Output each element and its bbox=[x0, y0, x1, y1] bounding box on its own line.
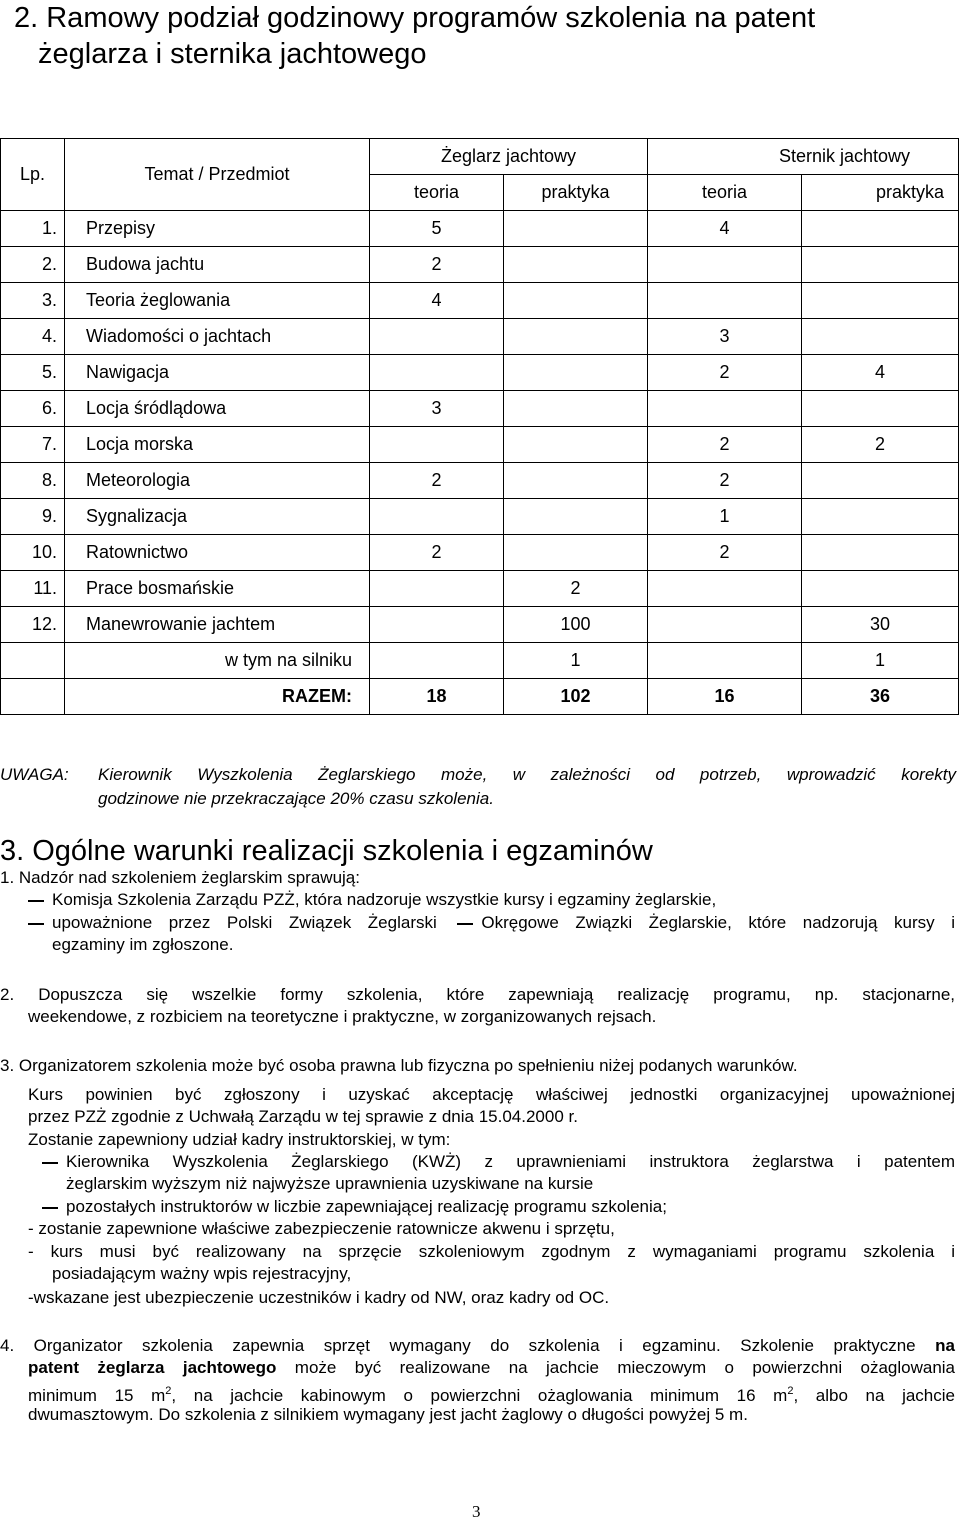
s1-bullet-2-text-b: Okręgowe Związki Żeglarskie, które nadzorują kursy i bbox=[481, 913, 956, 932]
s3-hyphen-3: -wskazane jest ubezpieczenie uczestników i kadry od NW, oraz kadry od OC. bbox=[28, 1288, 610, 1307]
table-row bbox=[1, 247, 959, 283]
total-zeglarz-praktyka: 102 bbox=[504, 679, 648, 715]
row-sternik-praktyka bbox=[802, 391, 959, 427]
row-sternik-praktyka: 2 bbox=[802, 427, 959, 463]
heading-line-1: 2. Ramowy podział godzinowy programów szkolenia na patent bbox=[14, 2, 816, 34]
s4-line-3-text-b: , na jachcie kabinowym o powierzchni ożaglowania minimum 16 m bbox=[171, 1386, 788, 1405]
row-lp: 3. bbox=[1, 283, 65, 319]
row-zeglarz-teoria bbox=[370, 499, 504, 535]
s4-line-4: dwumasztowym. Do szkolenia z silnikiem wymagany jest jacht żaglowy o długości powyżej 5 m. bbox=[28, 1405, 748, 1424]
row-sternik-praktyka bbox=[802, 463, 959, 499]
row-sternik-praktyka: 4 bbox=[802, 355, 959, 391]
table-row bbox=[1, 607, 959, 643]
row-zeglarz-praktyka bbox=[504, 535, 648, 571]
row-sternik-teoria bbox=[648, 247, 802, 283]
total-sternik-teoria: 16 bbox=[648, 679, 802, 715]
row-sternik-teoria: 3 bbox=[648, 319, 802, 355]
row-lp: 6. bbox=[1, 391, 65, 427]
note-line-2: godzinowe nie przekraczające 20% czasu szkolenia. bbox=[98, 789, 494, 808]
s3-p1a: Kurs powinien być zgłoszony i uzyskać akceptację właściwej jednostki organizacyjnej upoważnionej bbox=[28, 1085, 955, 1104]
engine-sternik-praktyka: 1 bbox=[802, 643, 959, 679]
s2-line-2: weekendowe, z rozbiciem na teoretyczne i praktyczne, w zorganizowanych rejsach. bbox=[28, 1007, 657, 1026]
row-sternik-praktyka bbox=[802, 211, 959, 247]
s3-hyphen-1: - zostanie zapewnione właściwe zabezpieczenie ratownicze akwenu i sprzętu, bbox=[28, 1219, 615, 1238]
s1-bullet-2-text-a: upoważnione przez Polski Związek Żeglarski bbox=[52, 913, 437, 932]
row-zeglarz-praktyka bbox=[504, 463, 648, 499]
header-subject: Temat / Przedmiot bbox=[65, 139, 370, 211]
dash-mark bbox=[28, 923, 44, 925]
superscript-2: 2 bbox=[165, 1385, 172, 1397]
s4-line-3 bbox=[28, 1380, 955, 1407]
row-zeglarz-praktyka bbox=[504, 499, 648, 535]
s3-dash-1 bbox=[42, 1151, 955, 1173]
s3-p2: Zostanie zapewniony udział kadry instruktorskiej, w tym: bbox=[28, 1130, 451, 1149]
table-row bbox=[1, 283, 959, 319]
s4-line-3-text-a: minimum 15 m bbox=[28, 1386, 166, 1405]
row-zeglarz-teoria bbox=[370, 571, 504, 607]
header-sternik-teoria: teoria bbox=[648, 175, 802, 211]
row-sternik-teoria: 2 bbox=[648, 355, 802, 391]
engine-label: w tym na silniku bbox=[65, 643, 370, 679]
heading-line-2: żeglarza i sternika jachtowego bbox=[38, 38, 427, 70]
note-line-1: Kierownik Wyszkolenia Żeglarskiego może, w zależności od potrzeb, wprowadzić korekty bbox=[98, 765, 956, 784]
row-sternik-teoria: 2 bbox=[648, 427, 802, 463]
s3-dash-2-text: pozostałych instruktorów w liczbie zapewniającej realizację programu szkolenia; bbox=[66, 1197, 667, 1216]
s1-bullet-1 bbox=[28, 889, 716, 911]
row-sternik-teoria: 4 bbox=[648, 211, 802, 247]
row-zeglarz-praktyka bbox=[504, 283, 648, 319]
header-group-zeglarz: Żeglarz jachtowy bbox=[370, 139, 648, 175]
row-lp: 10. bbox=[1, 535, 65, 571]
s1-bullet-2 bbox=[28, 912, 955, 934]
row-zeglarz-praktyka bbox=[504, 355, 648, 391]
s2-line-1: 2. Dopuszcza się wszelkie formy szkolenia, które zapewniają realizację programu, np. stacjonarne, bbox=[0, 985, 955, 1004]
superscript-2: 2 bbox=[787, 1385, 794, 1397]
s4-line-1-bold: na bbox=[935, 1336, 955, 1355]
row-sternik-praktyka bbox=[802, 319, 959, 355]
row-subject: Nawigacja bbox=[65, 355, 370, 391]
row-subject: Prace bosmańskie bbox=[65, 571, 370, 607]
row-subject: Locja śródlądowa bbox=[65, 391, 370, 427]
table-header-row-1 bbox=[1, 139, 959, 175]
row-zeglarz-teoria bbox=[370, 427, 504, 463]
s4-line-2-text: może być realizowane na jachcie mieczowym o powierzchni ożaglowania bbox=[294, 1358, 956, 1377]
hours-table bbox=[0, 138, 959, 715]
row-zeglarz-teoria bbox=[370, 319, 504, 355]
s1-bullet-1-text: Komisja Szkolenia Zarządu PZŻ, która nadzoruje wszystkie kursy i egzaminy żeglarskie, bbox=[52, 890, 717, 909]
row-subject: Teoria żeglowania bbox=[65, 283, 370, 319]
total-sternik-praktyka: 36 bbox=[802, 679, 959, 715]
dash-mark bbox=[42, 1162, 58, 1164]
table-row bbox=[1, 319, 959, 355]
row-subject: Sygnalizacja bbox=[65, 499, 370, 535]
note-prefix: UWAGA: bbox=[0, 765, 69, 784]
table-row-engine bbox=[1, 643, 959, 679]
row-sternik-praktyka: 30 bbox=[802, 607, 959, 643]
s3-line-1: 3. Organizatorem szkolenia może być osoba prawna lub fizyczna po spełnieniu niżej podanych warunków. bbox=[0, 1056, 798, 1075]
table-row bbox=[1, 463, 959, 499]
row-zeglarz-praktyka bbox=[504, 211, 648, 247]
row-zeglarz-teoria: 5 bbox=[370, 211, 504, 247]
row-sternik-praktyka bbox=[802, 247, 959, 283]
total-zeglarz-teoria: 18 bbox=[370, 679, 504, 715]
row-subject: Meteorologia bbox=[65, 463, 370, 499]
row-lp: 9. bbox=[1, 499, 65, 535]
s4-line-3-text-c: , albo na jachcie bbox=[793, 1386, 955, 1405]
total-label: RAZEM: bbox=[65, 679, 370, 715]
row-zeglarz-praktyka bbox=[504, 391, 648, 427]
row-lp: 5. bbox=[1, 355, 65, 391]
row-sternik-teoria: 1 bbox=[648, 499, 802, 535]
row-zeglarz-teoria: 2 bbox=[370, 535, 504, 571]
row-subject: Budowa jachtu bbox=[65, 247, 370, 283]
row-sternik-teoria bbox=[648, 283, 802, 319]
dash-mark bbox=[28, 900, 44, 902]
row-sternik-teoria: 2 bbox=[648, 463, 802, 499]
row-zeglarz-teoria bbox=[370, 607, 504, 643]
s3-dash-2 bbox=[42, 1196, 667, 1218]
row-subject: Przepisy bbox=[65, 211, 370, 247]
row-subject: Wiadomości o jachtach bbox=[65, 319, 370, 355]
s3-dash-1-cont: żeglarskim wyższym niż najwyższe uprawnienia uzyskiwane na kursie bbox=[66, 1174, 594, 1193]
dash-mark bbox=[457, 923, 473, 925]
header-lp: Lp. bbox=[1, 139, 65, 211]
table-row bbox=[1, 391, 959, 427]
s3-dash-1-text: Kierownika Wyszkolenia Żeglarskiego (KWŻ) z uprawnieniami instruktora żeglarstwa i patentem bbox=[66, 1152, 955, 1171]
row-lp: 11. bbox=[1, 571, 65, 607]
row-sternik-praktyka bbox=[802, 535, 959, 571]
s4-line-1 bbox=[0, 1335, 955, 1357]
row-zeglarz-praktyka bbox=[504, 247, 648, 283]
row-subject: Ratownictwo bbox=[65, 535, 370, 571]
row-zeglarz-teoria: 4 bbox=[370, 283, 504, 319]
row-sternik-praktyka bbox=[802, 571, 959, 607]
engine-zeglarz-praktyka: 1 bbox=[504, 643, 648, 679]
s4-line-1-text: 4. Organizator szkolenia zapewnia sprzęt wymagany do szkolenia i egzaminu. Szkolenie praktyczne bbox=[0, 1336, 916, 1355]
table-row bbox=[1, 499, 959, 535]
row-lp: 12. bbox=[1, 607, 65, 643]
row-sternik-praktyka bbox=[802, 283, 959, 319]
header-group-sternik: Sternik jachtowy bbox=[648, 139, 959, 175]
table-row-total bbox=[1, 679, 959, 715]
header-sternik-praktyka: praktyka bbox=[802, 175, 959, 211]
row-subject: Manewrowanie jachtem bbox=[65, 607, 370, 643]
row-lp: 8. bbox=[1, 463, 65, 499]
row-zeglarz-teoria bbox=[370, 355, 504, 391]
row-lp: 2. bbox=[1, 247, 65, 283]
row-zeglarz-teoria: 3 bbox=[370, 391, 504, 427]
table-row bbox=[1, 571, 959, 607]
row-zeglarz-praktyka bbox=[504, 427, 648, 463]
row-sternik-teoria bbox=[648, 571, 802, 607]
row-zeglarz-praktyka: 2 bbox=[504, 571, 648, 607]
table-row bbox=[1, 355, 959, 391]
row-sternik-praktyka bbox=[802, 499, 959, 535]
row-zeglarz-teoria: 2 bbox=[370, 463, 504, 499]
table-row bbox=[1, 535, 959, 571]
dash-mark bbox=[42, 1207, 58, 1209]
table-row bbox=[1, 211, 959, 247]
row-lp: 4. bbox=[1, 319, 65, 355]
header-zeglarz-teoria: teoria bbox=[370, 175, 504, 211]
row-sternik-teoria bbox=[648, 607, 802, 643]
row-subject: Locja morska bbox=[65, 427, 370, 463]
row-zeglarz-praktyka bbox=[504, 319, 648, 355]
row-lp: 1. bbox=[1, 211, 65, 247]
s4-line-2-bold: patent żeglarza jachtowego bbox=[28, 1358, 277, 1377]
row-zeglarz-teoria: 2 bbox=[370, 247, 504, 283]
table-row bbox=[1, 427, 959, 463]
s1-bullet-2-cont: egzaminy im zgłoszone. bbox=[52, 935, 234, 954]
row-zeglarz-praktyka: 100 bbox=[504, 607, 648, 643]
section-heading-3: 3. Ogólne warunki realizacji szkolenia i egzaminów bbox=[0, 835, 653, 867]
s1-intro: 1. Nadzór nad szkoleniem żeglarskim sprawują: bbox=[0, 868, 360, 887]
s3-hyphen-2: - kurs musi być realizowany na sprzęcie szkoleniowym zgodnym z wymaganiami programu szkolenia i bbox=[28, 1242, 955, 1261]
page-number: 3 bbox=[472, 1502, 481, 1521]
s3-p1b: przez PZŻ zgodnie z Uchwałą Zarządu w tej sprawie z dnia 15.04.2000 r. bbox=[28, 1107, 578, 1126]
s3-hyphen-2-cont: posiadającym ważny wpis rejestracyjny, bbox=[52, 1264, 352, 1283]
row-sternik-teoria: 2 bbox=[648, 535, 802, 571]
section-heading-2 bbox=[14, 0, 954, 72]
row-sternik-teoria bbox=[648, 391, 802, 427]
s4-line-2 bbox=[28, 1357, 955, 1379]
row-lp: 7. bbox=[1, 427, 65, 463]
header-zeglarz-praktyka: praktyka bbox=[504, 175, 648, 211]
